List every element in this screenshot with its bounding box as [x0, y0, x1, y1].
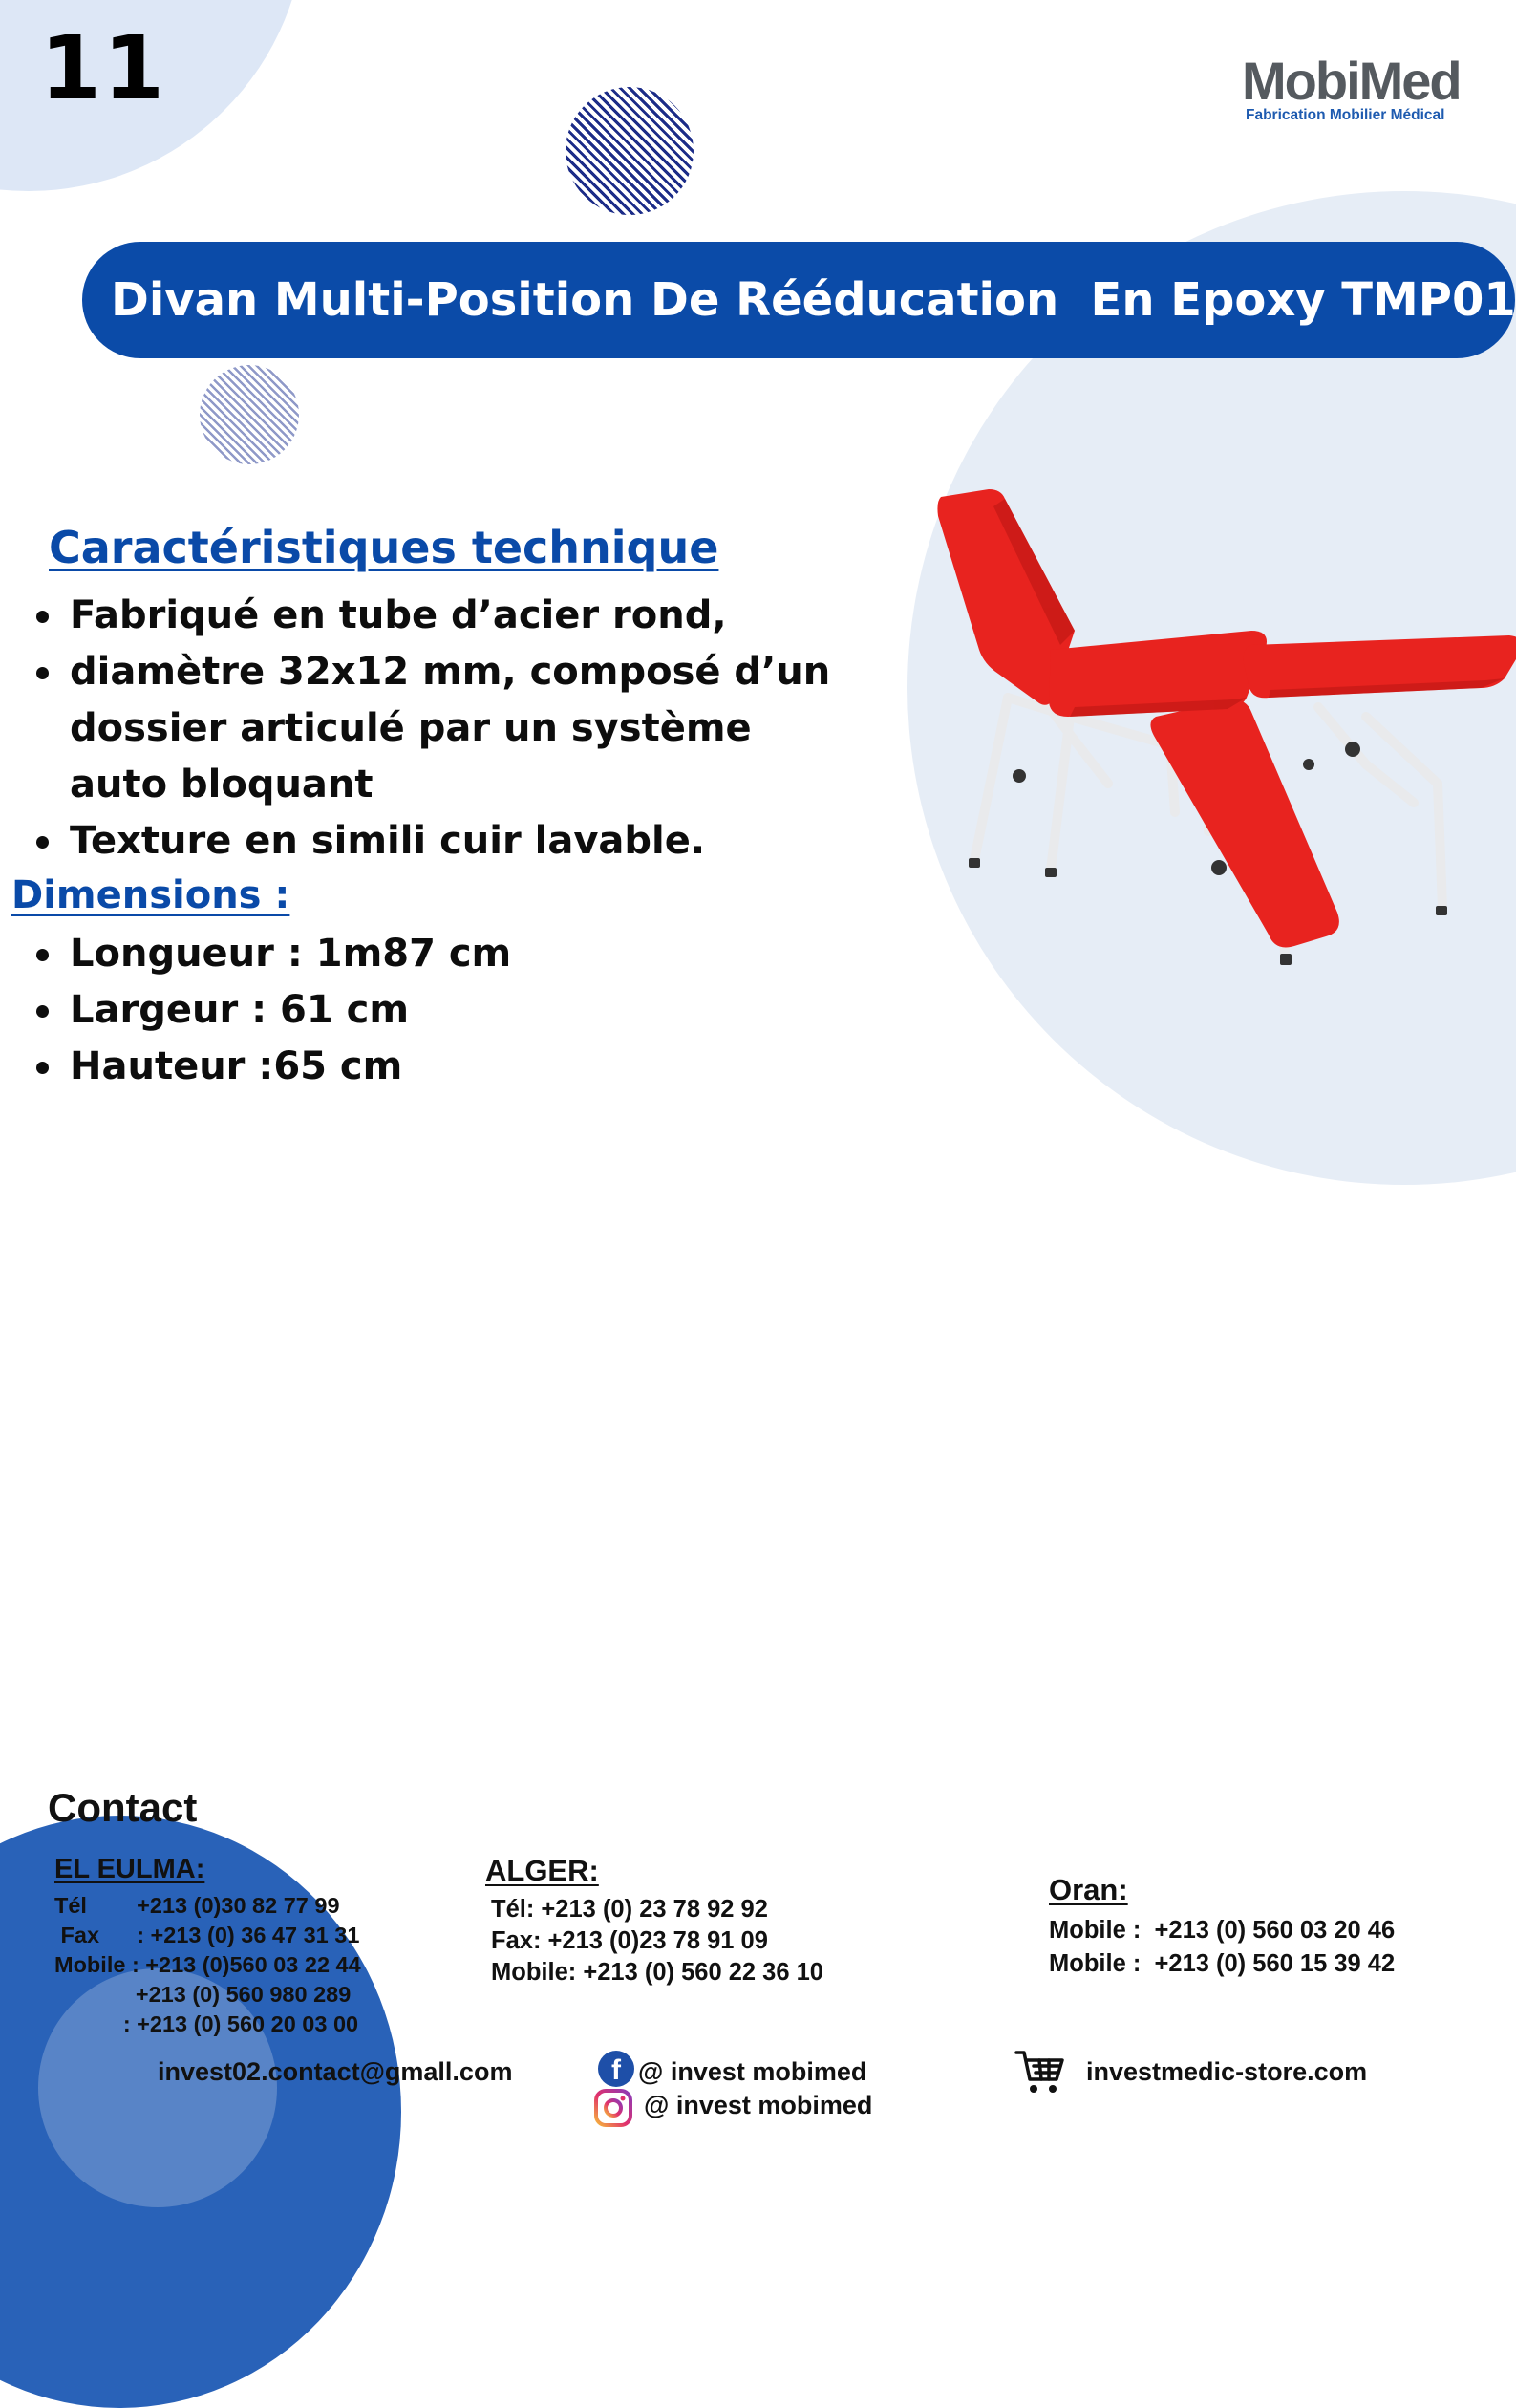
contact-oran	[1049, 1873, 1395, 1978]
facebook-icon[interactable]: f	[598, 2051, 634, 2087]
contact-alger	[485, 1854, 823, 1987]
product-image	[917, 478, 1516, 1032]
list-item: diamètre 32x12 mm, composé d’un dossier articulé par un système auto bloquant	[32, 644, 853, 813]
city-label: ALGER:	[485, 1854, 599, 1887]
contact-line: Mobile : +213 (0) 560 03 20 46	[1049, 1917, 1396, 1944]
city-label: Oran:	[1049, 1873, 1128, 1906]
striped-circle-decoration	[566, 87, 694, 215]
instagram-handle[interactable]: @ invest mobimed	[644, 2091, 873, 2119]
contact-el-eulma	[54, 1854, 361, 2037]
page-number: 11	[40, 17, 167, 119]
store-link[interactable]: investmedic-store.com	[1086, 2057, 1368, 2086]
facebook-handle[interactable]: @ invest mobimed	[638, 2057, 867, 2086]
contact-line: Tél +213 (0)30 82 77 99	[54, 1893, 340, 1918]
contact-line: Tél: +213 (0) 23 78 92 92	[491, 1896, 768, 1923]
contact-line: Fax: +213 (0)23 78 91 09	[491, 1927, 768, 1954]
list-item: Hauteur :65 cm	[32, 1039, 853, 1095]
contact-line: Mobile: +213 (0) 560 22 36 10	[491, 1959, 823, 1986]
contact-heading: Contact	[48, 1785, 198, 1830]
product-title: Divan Multi-Position De Rééducation En Epoxy TMP01	[111, 273, 1516, 327]
features-list	[32, 588, 853, 870]
title-banner	[82, 242, 1515, 358]
features-heading: Caractéristiques technique	[49, 522, 719, 573]
contact-line: Fax : +213 (0) 36 47 31 31	[54, 1923, 360, 1947]
list-item: Longueur : 1m87 cm	[32, 926, 853, 982]
list-item: Largeur : 61 cm	[32, 982, 853, 1039]
contact-line: Mobile : +213 (0) 560 15 39 42	[1049, 1950, 1396, 1977]
contact-line: : +213 (0) 560 20 03 00	[54, 2011, 359, 2036]
city-label: EL EULMA:	[54, 1854, 205, 1884]
mobimed-logo	[1242, 50, 1490, 130]
contact-line: Mobile : +213 (0)560 03 22 44	[54, 1952, 361, 1977]
instagram-icon[interactable]	[592, 2087, 634, 2129]
email-address[interactable]: invest02.contact@gmall.com	[158, 2057, 513, 2086]
striped-circle-decoration-small	[200, 365, 299, 464]
dimensions-list	[32, 926, 853, 1095]
dimensions-heading: Dimensions :	[11, 873, 290, 917]
shopping-cart-icon[interactable]	[1014, 2049, 1066, 2096]
list-item: Fabriqué en tube d’acier rond,	[32, 588, 853, 644]
logo-wordmark: MobiMed	[1242, 51, 1461, 111]
logo-tagline: Fabrication Mobilier Médical	[1246, 107, 1445, 123]
contact-line: +213 (0) 560 980 289	[54, 1982, 352, 2007]
list-item: Texture en simili cuir lavable.	[32, 813, 853, 870]
